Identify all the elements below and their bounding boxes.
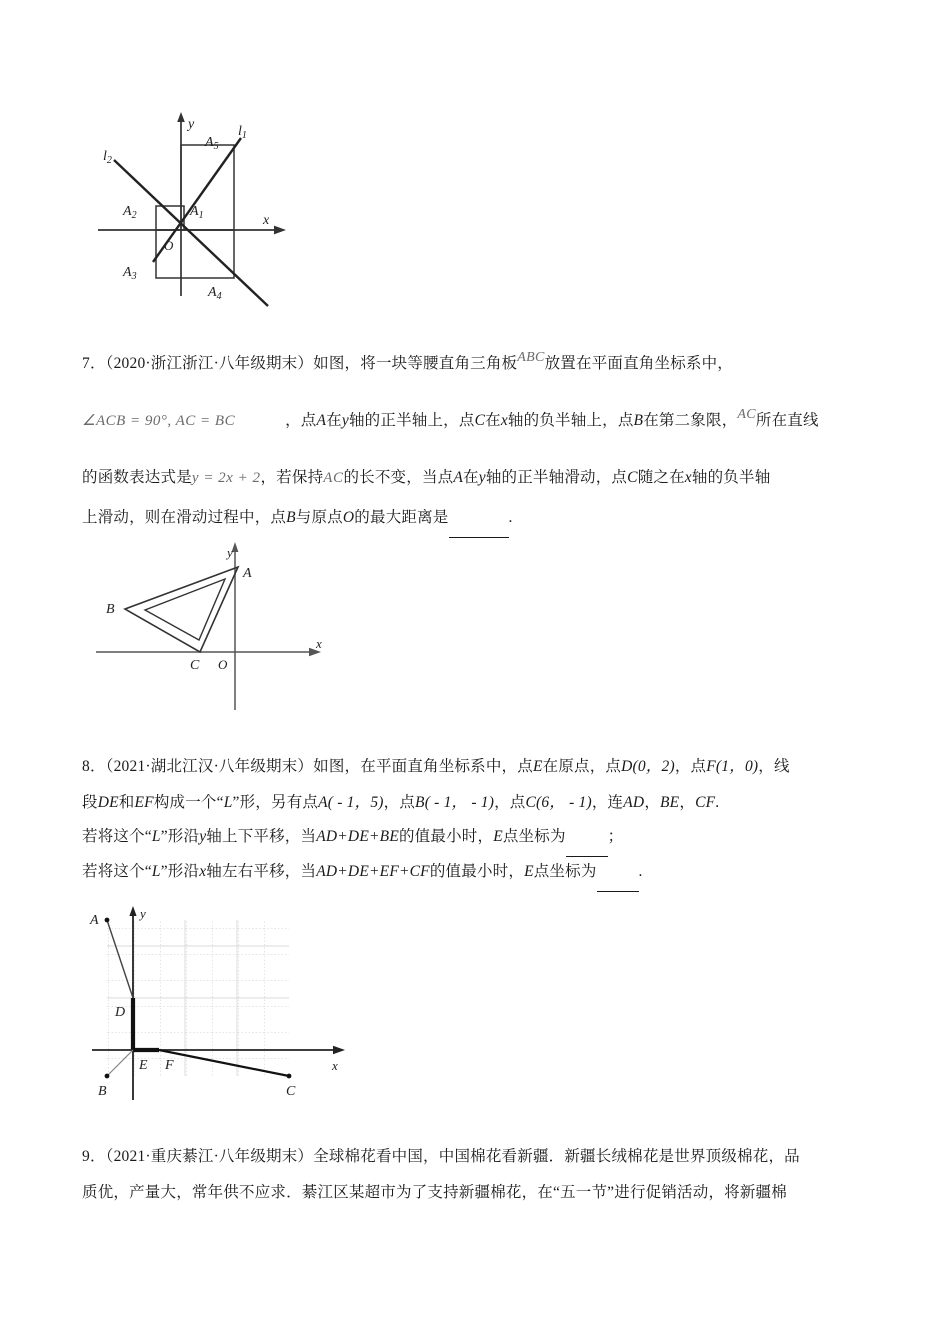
question-9-text bbox=[82, 1138, 882, 1212]
svg-text:F: F bbox=[165, 1058, 174, 1073]
svg-text:A5: $A_5$ bbox=[205, 135, 219, 152]
q7-l3e: 轴的正半轴滑动，点 bbox=[485, 469, 628, 486]
q7-l2b: 在 bbox=[326, 412, 342, 429]
q7-l2e: 轴的负半轴上，点 bbox=[507, 412, 634, 429]
q7-l3c: 的长不变，当点 bbox=[343, 469, 454, 486]
q8-l1b: 在原点，点 bbox=[542, 758, 622, 775]
q8-l3e: 点坐标为 bbox=[502, 828, 566, 845]
q7-point-B2: B bbox=[286, 509, 296, 526]
q8-expr-1: AD+DE+BE bbox=[316, 828, 399, 845]
svg-text:x: x bbox=[332, 1058, 338, 1073]
q8-letter-L3: L bbox=[151, 863, 161, 880]
q8-source: （2021·湖北江汉·八年级期末） bbox=[105, 758, 314, 775]
svg-text:y: y bbox=[227, 545, 233, 560]
q8-l3c: 轴上下平移，当 bbox=[206, 828, 317, 845]
q8-point-B: B( - 1， - 1) bbox=[415, 794, 495, 811]
q7-l4c: 的最大距离是 bbox=[354, 509, 449, 526]
q7-source: （2020·浙江浙江·八年级期末） bbox=[105, 355, 314, 372]
q8-line-1: 8．（2021·湖北江汉·八年级期末）如图，在平面直角坐标系中，点E在原点，点D(0，2)，点F(1，0)，线 bbox=[82, 758, 790, 775]
svg-text:A: A bbox=[90, 913, 99, 928]
q8-point-E: E bbox=[532, 758, 543, 775]
q7-l3a: 的函数表达式是 bbox=[82, 469, 192, 486]
q8-line-2 bbox=[82, 784, 882, 822]
q8-point-C: C(6， - 1) bbox=[525, 794, 592, 811]
q7-l1a: 如图，将一块等腰直角三角板 bbox=[313, 355, 518, 372]
q8-l1d: ，线 bbox=[758, 758, 790, 775]
q8-point-E2: E bbox=[493, 828, 503, 845]
svg-text:D: D bbox=[115, 1005, 126, 1020]
q7-l2g: 所在直线 bbox=[755, 412, 819, 429]
svg-text:A1: $A_1$ bbox=[190, 204, 204, 221]
svg-text:B: B bbox=[106, 602, 115, 617]
q8-seg-CF: CF bbox=[695, 794, 716, 811]
q7-l1b: 放置在平面直角坐标系中， bbox=[544, 355, 733, 372]
q8-line-3 bbox=[82, 818, 882, 857]
q8-l4a: 若将这个“ bbox=[82, 863, 152, 880]
question-7-text bbox=[82, 345, 872, 538]
q7-eq-ac: AC bbox=[737, 407, 756, 422]
q8-l4d: 的值最小时， bbox=[429, 863, 525, 880]
q8-axis-x: x bbox=[199, 863, 207, 880]
q8-l2f: ，点 bbox=[494, 794, 526, 811]
q9-l1: 全球棉花看中国，中国棉花看新疆．新疆长绒棉花是世界顶级棉花，品 bbox=[313, 1148, 800, 1165]
q7-eq-line: y = 2x + 2 bbox=[191, 470, 261, 486]
q8-l2g: ，连 bbox=[591, 794, 624, 811]
q7-eq-abc: ABC bbox=[517, 350, 545, 365]
q8-l2b: 和 bbox=[118, 794, 135, 811]
q8-axis-y: y bbox=[199, 828, 207, 845]
q8-seg-AD: AD bbox=[623, 794, 645, 811]
q7-line-3 bbox=[82, 459, 872, 497]
q7-answer-blank[interactable] bbox=[449, 499, 509, 538]
q8-answer-blank-1[interactable] bbox=[566, 818, 608, 857]
q8-seg-BE: BE bbox=[660, 794, 680, 811]
q8-l4e: 点坐标为 bbox=[533, 863, 597, 880]
svg-text:x: x bbox=[263, 213, 270, 228]
q7-axis-x2: x bbox=[684, 469, 692, 486]
svg-text:A: A bbox=[243, 566, 252, 581]
q9-source: （2021·重庆綦江·八年级期末） bbox=[105, 1148, 314, 1165]
q8-letter-L: L bbox=[223, 794, 233, 811]
svg-text:B: B bbox=[98, 1084, 107, 1099]
q9-line-1: 9．（2021·重庆綦江·八年级期末）全球棉花看中国，中国棉花看新疆．新疆长绒棉花是世界顶级棉花，品 bbox=[82, 1148, 800, 1165]
q7-l3f: 随之在 bbox=[637, 469, 685, 486]
svg-text:l2: $l_2$ bbox=[103, 149, 112, 166]
q7-l3g: 轴的负半轴 bbox=[691, 469, 771, 486]
q8-l4b: ”形沿 bbox=[160, 863, 200, 880]
q8-expr-2: AD+DE+EF+CF bbox=[316, 863, 430, 880]
q8-l2e: ，点 bbox=[383, 794, 416, 811]
q7-origin-O: O bbox=[342, 509, 355, 526]
q8-l2a: 段 bbox=[82, 794, 98, 811]
q8-l2i: ， bbox=[679, 794, 696, 811]
svg-text:C: C bbox=[286, 1084, 296, 1099]
question-8-text bbox=[82, 748, 882, 892]
q7-point-A2: A bbox=[453, 469, 464, 486]
q8-seg-EF: EF bbox=[134, 794, 154, 811]
q7-line-2 bbox=[82, 402, 872, 441]
q7-axis-x: x bbox=[500, 412, 508, 429]
q7-l4b: 与原点 bbox=[295, 509, 343, 526]
q7-l2d: 在 bbox=[485, 412, 501, 429]
q7-line-1: 7．（2020·浙江浙江·八年级期末）如图，将一块等腰直角三角板ABC放置在平面直角坐标系中， bbox=[82, 350, 733, 372]
q8-seg-DE: DE bbox=[97, 794, 119, 811]
q8-line-4 bbox=[82, 853, 882, 892]
q8-point-F: F(1，0) bbox=[706, 758, 759, 775]
q7-eq-acb: ∠ACB = 90°, AC = BC bbox=[82, 413, 236, 429]
q7-l3d: 在 bbox=[463, 469, 479, 486]
q9-line-2 bbox=[82, 1174, 882, 1212]
figure-grid-L-shape bbox=[82, 902, 372, 1117]
q8-answer-blank-2[interactable] bbox=[597, 853, 639, 892]
svg-text:O: O bbox=[164, 238, 174, 253]
svg-text:C: C bbox=[190, 658, 200, 673]
q8-letter-L2: L bbox=[151, 828, 161, 845]
svg-text:O: O bbox=[218, 657, 228, 672]
q8-l3d: 的值最小时， bbox=[398, 828, 494, 845]
q9-number: 9 bbox=[82, 1148, 90, 1165]
q8-l2c: 构成一个“ bbox=[153, 794, 224, 811]
figure-spiral-squares bbox=[78, 98, 378, 320]
q8-point-A: A( - 1，5) bbox=[318, 794, 384, 811]
q8-l2d: ”形，另有点 bbox=[232, 794, 319, 811]
q7-l4a: 上滑动，则在滑动过程中，点 bbox=[82, 509, 287, 526]
q8-point-E3: E bbox=[524, 863, 534, 880]
q8-l1a: 如图，在平面直角坐标系中，点 bbox=[313, 758, 533, 775]
q8-l3end: ； bbox=[607, 828, 624, 845]
q7-l3b: ，若保持 bbox=[260, 469, 324, 486]
q8-l2h: ， bbox=[644, 794, 661, 811]
svg-text:l1: $l_1$ bbox=[238, 124, 247, 141]
q7-point-A: A bbox=[316, 412, 327, 429]
svg-text:E: E bbox=[139, 1058, 148, 1073]
q7-number: 7 bbox=[82, 355, 90, 372]
q9-l2: 质优，产量大，常年供不应求．綦江区某超市为了支持新疆棉花，在“五一节”进行促销活动，将新疆棉 bbox=[82, 1184, 787, 1201]
svg-text:y: y bbox=[140, 906, 146, 921]
q8-l4c: 轴左右平移，当 bbox=[206, 863, 317, 880]
svg-text:y: y bbox=[188, 117, 195, 132]
q7-eq-ac2: AC bbox=[323, 470, 344, 486]
figure-triangle-ruler bbox=[88, 532, 348, 720]
q7-axis-y: y bbox=[341, 412, 349, 429]
q7-point-C: C bbox=[474, 412, 486, 429]
q8-l1c: ，点 bbox=[674, 758, 707, 775]
q8-number: 8 bbox=[82, 758, 90, 775]
q8-l4end: . bbox=[638, 863, 643, 880]
svg-text:A3: $A_3$ bbox=[123, 265, 137, 282]
q7-l2f: 在第二象限， bbox=[643, 412, 738, 429]
q7-point-C2: C bbox=[627, 469, 638, 486]
q7-l2c: 轴的正半轴上，点 bbox=[348, 412, 475, 429]
q8-l3a: 若将这个“ bbox=[82, 828, 152, 845]
q7-point-B: B bbox=[633, 412, 644, 429]
q7-l4end: . bbox=[508, 509, 513, 526]
q7-axis-y2: y bbox=[478, 469, 486, 486]
q8-l3b: ”形沿 bbox=[160, 828, 200, 845]
q8-point-D: D(0，2) bbox=[621, 758, 675, 775]
svg-text:A2: $A_2$ bbox=[123, 204, 137, 221]
q8-l2j: . bbox=[715, 794, 720, 811]
svg-text:A4: $A_4$ bbox=[208, 285, 222, 302]
q7-l2a: ，点 bbox=[285, 412, 317, 429]
svg-text:x: x bbox=[316, 636, 322, 651]
